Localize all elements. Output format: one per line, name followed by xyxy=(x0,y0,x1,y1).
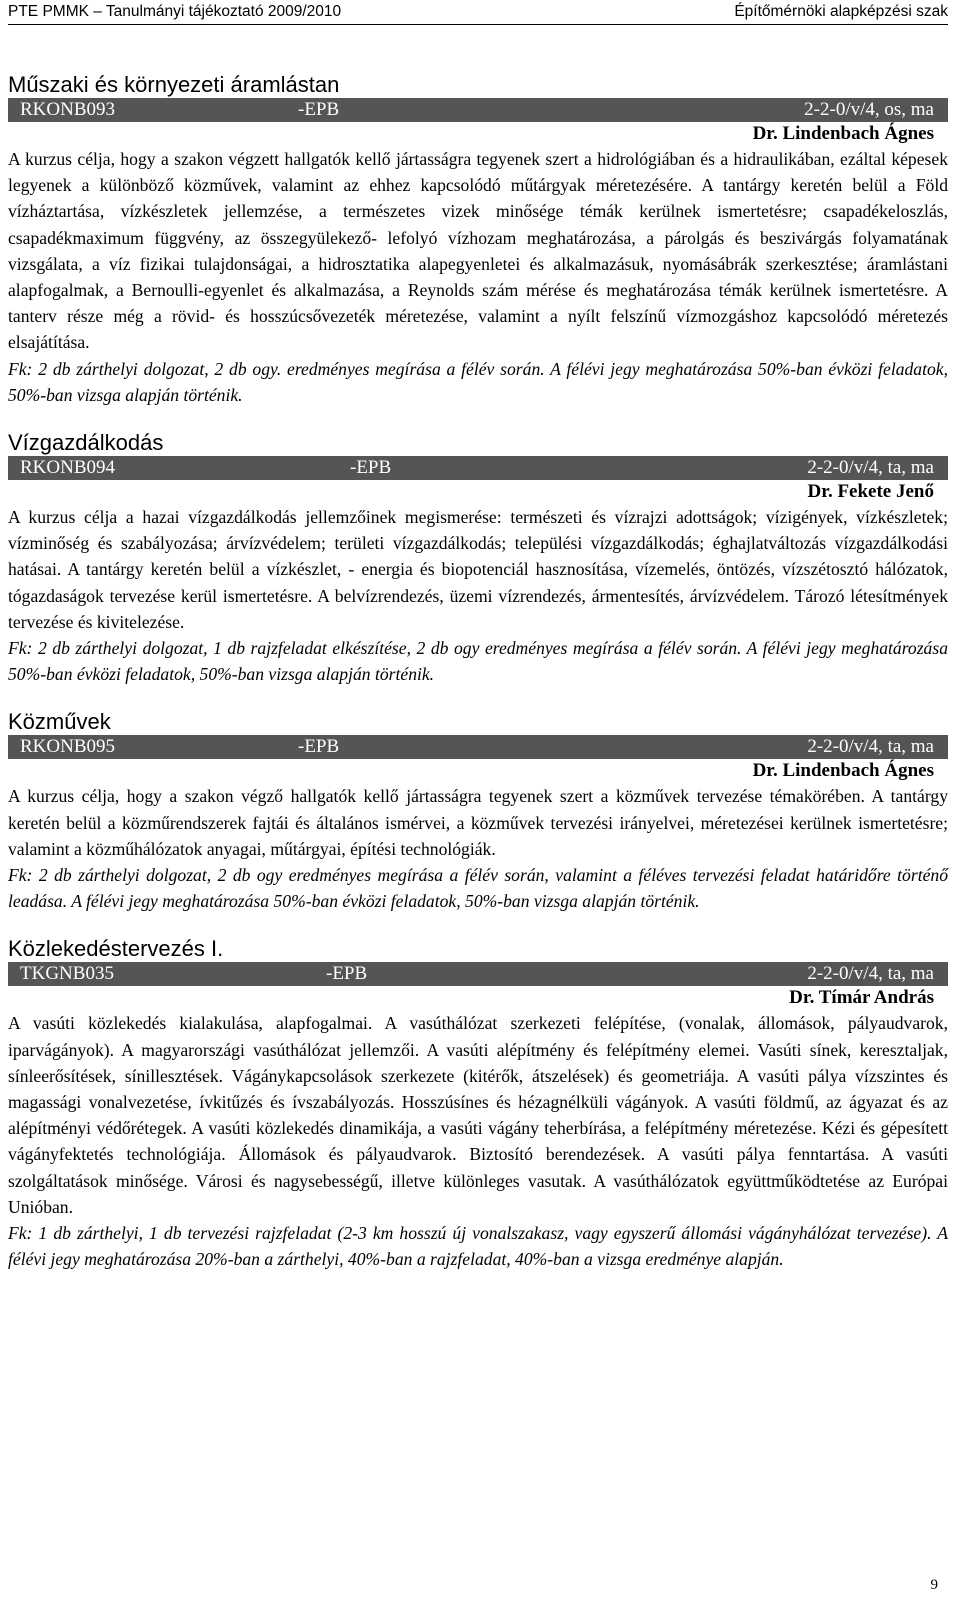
document-content xyxy=(8,72,948,1295)
course-program: -EPB xyxy=(326,963,368,985)
course-hours: 2-2-0/v/4, os, ma xyxy=(804,99,934,120)
course-section xyxy=(8,430,948,687)
course-code-bar xyxy=(8,735,948,759)
course-program: -EPB xyxy=(298,736,340,758)
course-assessment: Fk: 1 db zárthelyi, 1 db tervezési rajzfeladat (2-3 km hosszú új vonalszakasz, vagy egyszerű állomási vágányhálózat tervezése). A félévi jegy meghatározása 20%-ban a zárthelyi, 40%-ban a rajzfeladat, 40%-ban a vizsga eredménye alapján. xyxy=(8,1223,948,1270)
course-program: -EPB xyxy=(350,457,392,479)
course-description: A kurzus célja, hogy a szakon végző hallgatók kellő jártasságra tegyenek szert a közművek tervezése témakörében. A tantárgy keretén belül a közműrendszerek fajtái és általános ismérvei, a közművek tervezési irányelvei, méretezései kerülnek ismertetésre; valamint a közműhálózatok anyagai, műtárgyai, építési technológiák. xyxy=(8,786,948,859)
course-title: Közlekedéstervezés I. xyxy=(8,936,224,962)
course-code-bar xyxy=(8,456,948,480)
course-code-bar xyxy=(8,962,948,986)
course-title: Műszaki és környezeti áramlástan xyxy=(8,72,340,97)
course-lecturer: Dr. Fekete Jenő xyxy=(807,481,934,503)
course-lecturer: Dr. Tímár András xyxy=(789,987,934,1009)
course-program: -EPB xyxy=(298,99,340,120)
course-hours: 2-2-0/v/4, ta, ma xyxy=(807,736,934,758)
course-section xyxy=(8,936,948,1272)
course-section xyxy=(8,72,948,408)
course-hours: 2-2-0/v/4, ta, ma xyxy=(807,963,934,985)
header-right-text: Építőmérnöki alapképzési szak xyxy=(734,3,948,20)
course-lecturer: Dr. Lindenbach Ágnes xyxy=(752,760,934,782)
course-code-bar xyxy=(8,98,948,122)
course-hours: 2-2-0/v/4, ta, ma xyxy=(807,457,934,479)
page-header xyxy=(8,2,948,25)
course-title: Vízgazdálkodás xyxy=(8,430,164,456)
course-code: TKGNB035 xyxy=(20,963,114,985)
header-left-text: PTE PMMK – Tanulmányi tájékoztató 2009/2010 xyxy=(8,3,342,20)
course-title: Közművek xyxy=(8,709,111,735)
course-assessment: Fk: 2 db zárthelyi dolgozat, 2 db ogy. eredményes megírása a félév során. A félévi jegy meghatározása 50%-ban évközi feladatok, 50%-ban vizsga alapján történik. xyxy=(8,358,948,405)
course-description: A vasúti közlekedés kialakulása, alapfogalmai. A vasúthálózat szerkezeti felépítése, (vonalak, állomások, pályaudvarok, iparvágányok). A magyarországi vasúthálózat jellemzői. A vasúti alépítmény és felépítmény elemei. Vasúti sínek, keresztaljak, sínleerősítések, sínillesztések. Vágánykapcsolások szerkezete (kitérők, átszelések) és geometriája. A vasúti pálya vízszintes és magassági vonalvezetése, ívkitűzés és ívszabályozás. Hosszúsínes és hézagnélküli vágányok. A vasúti földmű, az ágyazat és az alépítményi védőrétegek. A vasúti közlekedés dinamikája, a vasúti vágány teherbírása, a felépítmény méretezése. Kézi és gépesített vágányfektetés technológiája. Állomások és pályaudvarok. Biztosító berendezések. A vasúti pálya fenntartása. A vasúti szolgáltatások minősége. Városi és nagysebességű, illetve különleges vasutak. A vasúthálózatok együttműködtetése az Európai Unióban. xyxy=(8,1013,948,1217)
course-description: A kurzus célja a hazai vízgazdálkodás jellemzőinek megismerése: természeti és vízrajzi adottságok; vízigények, vízkészletek; vízminőség és szabályozása; árvízvédelem; területi vízgazdálkodás; települési vízgazdálkodás; éghajlatváltozás vízgazdálkodási hatásai. A tantárgy keretén belül a vízkészlet, - energia és biopotenciál hasznosítása, vízemelés, öntözés, vízszétosztó hálózatok, tógazdaságok tervezése kerül ismertetésre. A belvízrendezés, üzemi vízrendezés, ármentesítés, árvízvédelem. Tározó létesítmények tervezése és kivitelezése. xyxy=(8,507,948,632)
course-code: RKONB093 xyxy=(20,99,116,120)
course-assessment: Fk: 2 db zárthelyi dolgozat, 2 db ogy eredményes megírása a félév során, valamint a féléves tervezési feladat határidőre történő leadása. A félévi jegy meghatározása 50%-ban évközi feladatok, 50%-ban vizsga alapján történik. xyxy=(8,865,948,912)
course-assessment: Fk: 2 db zárthelyi dolgozat, 1 db rajzfeladat elkészítése, 2 db ogy eredményes megírása a félév során. A félévi jegy meghatározása 50%-ban évközi feladatok, 50%-ban vizsga alapján történik. xyxy=(8,638,948,685)
course-description: A kurzus célja, hogy a szakon végzett hallgatók kellő jártasságra tegyenek szert a hidrológiában és a hidraulikában, ezáltal képesek legyenek a különböző közművek, valamint az ehhez kapcsolódó műtárgyak méretezésére. A tantárgy keretén belül a Föld vízháztartása, vízkészletek jellemzése, a természetes vizek minősége témák kerülnek ismertetésre; csapadékeloszlás, csapadékmaximum függvény, az összegyülekező- lefolyó vízhozam meghatározása, a párolgás és beszivárgás folyamatának vizsgálata, a víz fizikai tulajdonságai, a hidrosztatika alapegyenletei és alkalmazásuk, nyomásábrák szerkesztése; áramlástani alapfogalmak, a Bernoulli-egyenlet és alkalmazása, a Reynolds szám mérése és meghatározása témák kerülnek ismertetésre. A tanterv része még a rövid- és hosszúcsővezeték méretezése, valamint a nyílt felszínű vízmozgáshoz kapcsolódó méretezés elsajátítása. xyxy=(8,149,948,353)
course-section xyxy=(8,709,948,914)
course-lecturer: Dr. Lindenbach Ágnes xyxy=(752,123,934,144)
course-code: RKONB095 xyxy=(20,736,116,758)
page-number: 9 xyxy=(930,1577,938,1593)
course-code: RKONB094 xyxy=(20,457,116,479)
